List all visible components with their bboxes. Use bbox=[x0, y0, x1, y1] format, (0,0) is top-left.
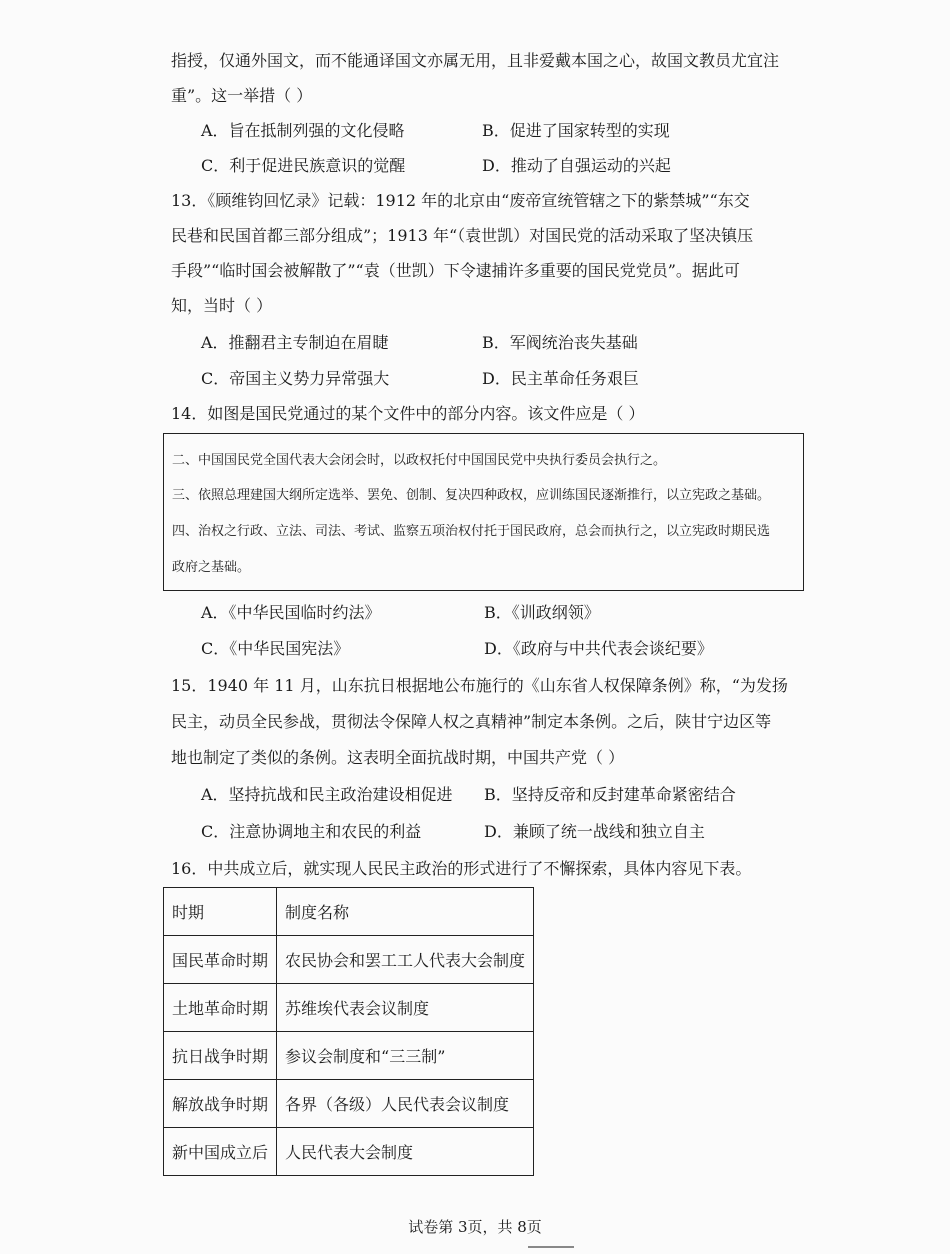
q14-document-line: 三、依照总理建国大纲所定选举、罢免、创制、复决四种政权，应训练国民逐渐推行，以立宪政之基础。 bbox=[172, 488, 771, 503]
q13-option-b: B．军阀统治丧失基础 bbox=[482, 333, 638, 352]
q14-option-a: A．《中华民国临时约法》 bbox=[201, 603, 381, 622]
table-cell-period: 新中国成立后 bbox=[164, 1128, 277, 1176]
table-row bbox=[164, 936, 534, 984]
q15-option-a: A．坚持抗战和民主政治建设相促进 bbox=[201, 785, 453, 804]
q15-stem-line2: 民主，动员全民参战，贯彻法令保障人权之真精神”制定本条例。之后，陕甘宁边区等 bbox=[171, 712, 772, 731]
q16-stem: 16．中共成立后，就实现人民民主政治的形式进行了不懈探索，具体内容见下表。 bbox=[171, 859, 752, 878]
q13-option-d: D．民主革命任务艰巨 bbox=[482, 369, 639, 388]
q13-stem-line4: 知，当时（ ） bbox=[171, 296, 273, 315]
q14-document-line: 二、中国国民党全国代表大会闭会时，以政权托付中国国民党中央执行委员会执行之。 bbox=[172, 453, 667, 468]
q15-option-b: B．坚持反帝和反封建革命紧密结合 bbox=[484, 785, 736, 804]
q15-option-d: D．兼顾了统一战线和独立自主 bbox=[484, 822, 705, 841]
table-header-row bbox=[164, 888, 534, 936]
q13-option-c: C．帝国主义势力异常强大 bbox=[201, 369, 390, 388]
footer-divider bbox=[528, 1246, 574, 1248]
q12-stem-line1: 指授，仅通外国文，而不能通译国文亦属无用，且非爱戴本国之心，故国文教员尤宜注 bbox=[171, 51, 780, 70]
table-header-cell: 制度名称 bbox=[277, 888, 534, 936]
page-footer: 试卷第 3页，共 8页 bbox=[408, 1218, 542, 1236]
q14-stem: 14．如图是国民党通过的某个文件中的部分内容。该文件应是（ ） bbox=[171, 404, 645, 423]
q15-stem-line3: 地也制定了类似的条例。这表明全面抗战时期，中国共产党（ ） bbox=[171, 748, 625, 767]
q13-stem-line3: 手段”“临时国会被解散了”“袁（世凯）下令逮捕许多重要的国民党党员”。据此可 bbox=[171, 261, 740, 280]
q13-stem-line1: 13．《顾维钧回忆录》记载：1912 年的北京由“废帝宣统管辖之下的紫禁城”“东交 bbox=[171, 191, 750, 210]
q12-option-c: C．利于促进民族意识的觉醒 bbox=[201, 156, 406, 175]
q15-stem-line1: 15．1940 年 11 月，山东抗日根据地公布施行的《山东省人权保障条例》称，“为发扬 bbox=[171, 676, 788, 695]
table-cell-system: 苏维埃代表会议制度 bbox=[277, 984, 534, 1032]
q14-option-d: D．《政府与中共代表会谈纪要》 bbox=[484, 639, 713, 658]
q14-document-line: 四、治权之行政、立法、司法、考试、监察五项治权付托于国民政府，总会而执行之，以立宪政时期民选 bbox=[172, 524, 771, 539]
table-cell-system: 人民代表大会制度 bbox=[277, 1128, 534, 1176]
table-row bbox=[164, 984, 534, 1032]
q12-option-b: B．促进了国家转型的实现 bbox=[482, 121, 670, 140]
q16-system-table bbox=[163, 887, 534, 1176]
table-row bbox=[164, 1080, 534, 1128]
table-cell-system: 农民协会和罢工工人代表大会制度 bbox=[277, 936, 534, 984]
table-cell-period: 土地革命时期 bbox=[164, 984, 277, 1032]
table-row bbox=[164, 1128, 534, 1176]
q12-option-d: D．推动了自强运动的兴起 bbox=[482, 156, 671, 175]
q14-document-excerpt bbox=[163, 433, 804, 591]
q14-option-c: C．《中华民国宪法》 bbox=[201, 639, 350, 658]
q13-option-a: A．推翻君主专制迫在眉睫 bbox=[201, 333, 389, 352]
q13-stem-line2: 民巷和民国首都三部分组成”；1913 年“（袁世凯）对国民党的活动采取了坚决镇压 bbox=[171, 226, 754, 245]
q14-document-line: 政府之基础。 bbox=[172, 560, 251, 575]
table-row bbox=[164, 1032, 534, 1080]
q12-stem-line2: 重”。这一举措（ ） bbox=[171, 86, 313, 105]
q12-option-a: A．旨在抵制列强的文化侵略 bbox=[201, 121, 405, 140]
table-header-cell: 时期 bbox=[164, 888, 277, 936]
q15-option-c: C．注意协调地主和农民的利益 bbox=[201, 822, 422, 841]
table-cell-period: 解放战争时期 bbox=[164, 1080, 277, 1128]
table-cell-system: 各界（各级）人民代表会议制度 bbox=[277, 1080, 534, 1128]
q14-option-b: B．《训政纲领》 bbox=[484, 603, 600, 622]
table-cell-system: 参议会制度和“三三制” bbox=[277, 1032, 534, 1080]
table-cell-period: 抗日战争时期 bbox=[164, 1032, 277, 1080]
table-cell-period: 国民革命时期 bbox=[164, 936, 277, 984]
